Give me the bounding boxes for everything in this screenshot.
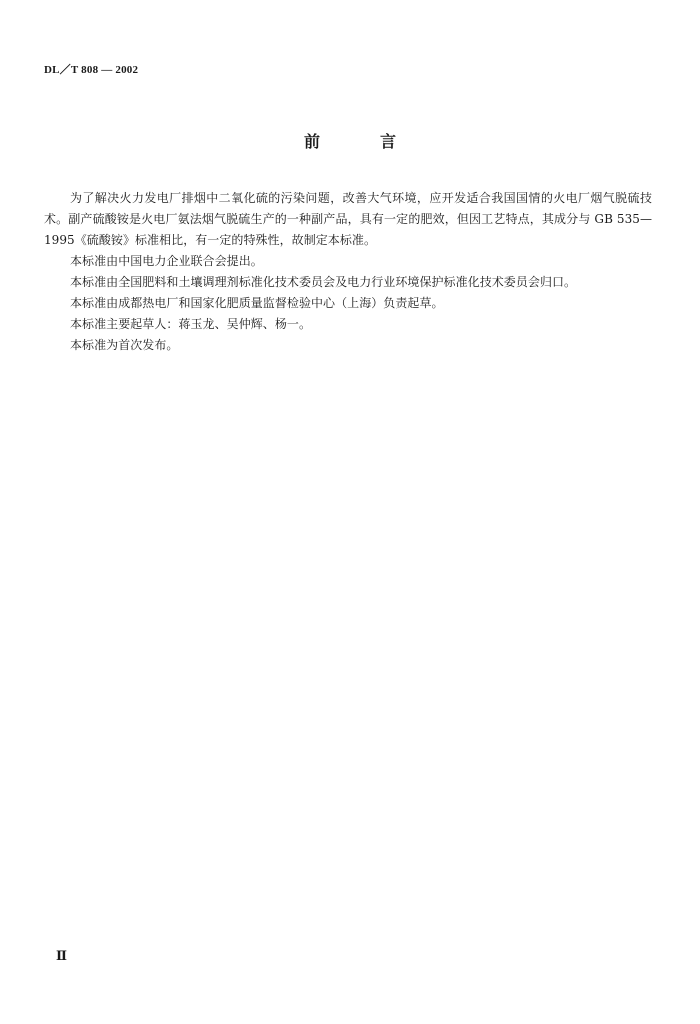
title-char-2: 言 <box>379 132 396 151</box>
standard-code: DL／T 808 — 2002 <box>44 64 139 76</box>
paragraph-proposed-by: 本标准由中国电力企业联合会提出。 <box>70 254 263 268</box>
standard-code-header <box>44 61 138 77</box>
paragraph-centralized-by: 本标准由全国肥料和土壤调理剂标准化技术委员会及电力行业环境保护标准化技术委员会归口。 <box>70 275 577 289</box>
paragraph-drafted-by: 本标准由成都热电厂和国家化肥质量监督检验中心（上海）负责起草。 <box>70 296 444 310</box>
paragraph-drafters: 本标准主要起草人：蒋玉龙、吴仲辉、杨一。 <box>70 317 312 331</box>
paragraph-purpose: 为了解决火力发电厂排烟中二氧化硫的污染问题，改善大气环境，应开发适合我国国情的火电厂烟气脱硫技术。副产硫酸铵是火电厂氨法烟气脱硫生产的一种副产品，具有一定的肥效，但因工艺特点，其成分与 GB 535—1995《硫酸铵》标准相比，有一定的特殊性，故制定本标准。 <box>44 191 652 247</box>
paragraph-first-release: 本标准为首次发布。 <box>70 338 179 352</box>
foreword-body <box>44 188 652 356</box>
title-char-1: 前 <box>303 132 320 151</box>
page-number: Ⅱ <box>56 948 67 963</box>
page-title <box>0 129 700 152</box>
